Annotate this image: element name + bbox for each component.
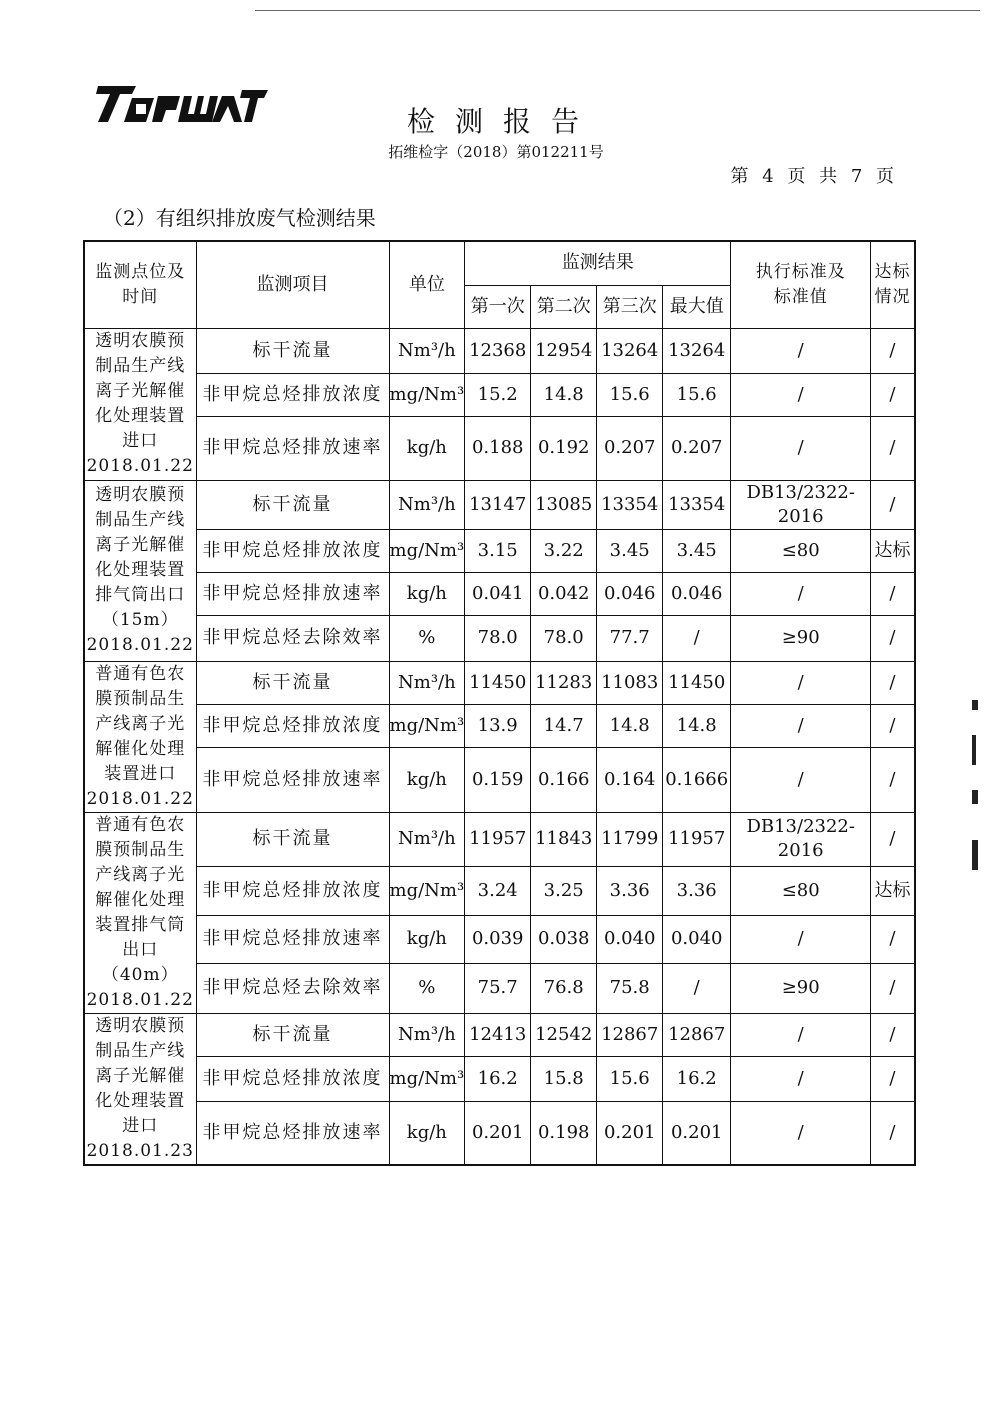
value-third: 13354: [597, 480, 663, 529]
item-cell: 非甲烷总烃排放速率: [196, 572, 389, 615]
unit-cell: kg/h: [389, 1101, 465, 1164]
standard-cell: /: [731, 915, 871, 963]
value-third: 3.45: [597, 529, 663, 572]
status-cell: /: [871, 963, 915, 1013]
status-cell: /: [871, 416, 915, 480]
status-cell: /: [871, 704, 915, 747]
scan-mark: [972, 790, 978, 804]
table-row: [84, 704, 915, 747]
unit-cell: Nm³/h: [389, 328, 465, 373]
value-third: 0.164: [597, 748, 663, 812]
header-unit: 单位: [389, 241, 465, 328]
unit-cell: Nm³/h: [389, 480, 465, 529]
unit-cell: %: [389, 615, 465, 661]
header-standard: 执行标准及 标准值: [731, 241, 871, 328]
table-row: [84, 1101, 915, 1164]
location-cell: 普通有色农 膜预制品生 产线离子光 解催化处理 装置进口 2018.01.22: [84, 661, 196, 812]
unit-cell: %: [389, 963, 465, 1013]
value-first: 0.159: [465, 748, 531, 812]
status-cell: 达标: [871, 529, 915, 572]
header-item: 监测项目: [196, 241, 389, 328]
value-max: 3.45: [663, 529, 731, 572]
status-cell: 达标: [871, 866, 915, 915]
value-third: 11083: [597, 661, 663, 704]
table-row: [84, 812, 915, 866]
item-cell: 非甲烷总烃排放浓度: [196, 1056, 389, 1101]
unit-cell: mg/Nm³: [389, 373, 465, 416]
section-title: （2）有组织排放废气检测结果: [103, 206, 376, 230]
item-cell: 标干流量: [196, 1013, 389, 1056]
value-first: 3.15: [465, 529, 531, 572]
emission-results-table: [83, 240, 916, 1166]
unit-cell: Nm³/h: [389, 661, 465, 704]
unit-cell: kg/h: [389, 416, 465, 480]
value-second: 15.8: [531, 1056, 597, 1101]
value-max: 0.1666: [663, 748, 731, 812]
header-results: 监测结果: [465, 241, 731, 285]
value-third: 13264: [597, 328, 663, 373]
report-title: 检测报告: [406, 105, 599, 138]
standard-cell: /: [731, 1101, 871, 1164]
value-first: 78.0: [465, 615, 531, 661]
value-first: 16.2: [465, 1056, 531, 1101]
standard-cell: ≤80: [731, 866, 871, 915]
table-row: [84, 480, 915, 529]
value-second: 11843: [531, 812, 597, 866]
value-first: 11957: [465, 812, 531, 866]
header-status: 达标 情况: [871, 241, 915, 328]
value-max: 11957: [663, 812, 731, 866]
value-third: 0.207: [597, 416, 663, 480]
standard-cell: /: [731, 661, 871, 704]
status-cell: /: [871, 615, 915, 661]
value-max: 15.6: [663, 373, 731, 416]
header-third: 第三次: [597, 285, 663, 328]
standard-cell: /: [731, 416, 871, 480]
value-third: 11799: [597, 812, 663, 866]
table-row: [84, 572, 915, 615]
value-max: 0.040: [663, 915, 731, 963]
item-cell: 标干流量: [196, 480, 389, 529]
item-cell: 非甲烷总烃排放速率: [196, 748, 389, 812]
status-cell: /: [871, 1056, 915, 1101]
unit-cell: mg/Nm³: [389, 529, 465, 572]
value-max: /: [663, 963, 731, 1013]
value-second: 0.042: [531, 572, 597, 615]
item-cell: 非甲烷总烃排放速率: [196, 416, 389, 480]
item-cell: 非甲烷总烃排放浓度: [196, 529, 389, 572]
value-second: 0.192: [531, 416, 597, 480]
standard-cell: ≤80: [731, 529, 871, 572]
value-max: 12867: [663, 1013, 731, 1056]
page-indicator: 第 4 页 共 7 页: [730, 166, 898, 187]
table-row: [84, 661, 915, 704]
value-third: 3.36: [597, 866, 663, 915]
status-cell: /: [871, 915, 915, 963]
value-third: 12867: [597, 1013, 663, 1056]
status-cell: /: [871, 373, 915, 416]
unit-cell: kg/h: [389, 572, 465, 615]
location-cell: 普通有色农 膜预制品生 产线离子光 解催化处理 装置排气筒 出口（40m） 2018.01.22: [84, 812, 196, 1013]
scan-mark: [972, 840, 978, 870]
unit-cell: Nm³/h: [389, 812, 465, 866]
value-third: 0.046: [597, 572, 663, 615]
value-second: 13085: [531, 480, 597, 529]
header-max: 最大值: [663, 285, 731, 328]
item-cell: 标干流量: [196, 328, 389, 373]
value-third: 15.6: [597, 1056, 663, 1101]
value-second: 0.198: [531, 1101, 597, 1164]
header-second: 第二次: [531, 285, 597, 328]
standard-cell: /: [731, 1056, 871, 1101]
value-second: 76.8: [531, 963, 597, 1013]
unit-cell: kg/h: [389, 915, 465, 963]
standard-cell: /: [731, 373, 871, 416]
standard-cell: DB13/2322-2016: [731, 480, 871, 529]
table-row: [84, 328, 915, 373]
item-cell: 非甲烷总烃排放速率: [196, 915, 389, 963]
value-second: 0.038: [531, 915, 597, 963]
value-max: 16.2: [663, 1056, 731, 1101]
status-cell: /: [871, 661, 915, 704]
standard-cell: /: [731, 1013, 871, 1056]
value-second: 11283: [531, 661, 597, 704]
standard-cell: DB13/2322-2016: [731, 812, 871, 866]
standard-cell: /: [731, 748, 871, 812]
value-third: 15.6: [597, 373, 663, 416]
table-row: [84, 373, 915, 416]
value-first: 3.24: [465, 866, 531, 915]
item-cell: 非甲烷总烃排放速率: [196, 1101, 389, 1164]
value-first: 12413: [465, 1013, 531, 1056]
table-row: [84, 1056, 915, 1101]
scan-mark: [972, 700, 978, 710]
value-third: 0.040: [597, 915, 663, 963]
table-row: [84, 1013, 915, 1056]
value-second: 12954: [531, 328, 597, 373]
value-first: 13147: [465, 480, 531, 529]
item-cell: 非甲烷总烃排放浓度: [196, 373, 389, 416]
value-max: 0.046: [663, 572, 731, 615]
item-cell: 非甲烷总烃去除效率: [196, 963, 389, 1013]
header-first: 第一次: [465, 285, 531, 328]
value-second: 0.166: [531, 748, 597, 812]
value-first: 15.2: [465, 373, 531, 416]
table-row: [84, 615, 915, 661]
item-cell: 标干流量: [196, 661, 389, 704]
value-third: 0.201: [597, 1101, 663, 1164]
top-rule: [255, 10, 980, 11]
value-third: 75.8: [597, 963, 663, 1013]
standard-cell: /: [731, 704, 871, 747]
status-cell: /: [871, 480, 915, 529]
unit-cell: Nm³/h: [389, 1013, 465, 1056]
value-second: 3.22: [531, 529, 597, 572]
value-max: 0.207: [663, 416, 731, 480]
report-number: 拓维检字（2018）第012211号: [388, 143, 604, 161]
value-first: 0.201: [465, 1101, 531, 1164]
value-first: 13.9: [465, 704, 531, 747]
value-third: 14.8: [597, 704, 663, 747]
value-first: 12368: [465, 328, 531, 373]
location-cell: 透明农膜预 制品生产线 离子光解催 化处理装置 排气筒出口 （15m） 2018.01.22: [84, 480, 196, 661]
value-second: 3.25: [531, 866, 597, 915]
unit-cell: kg/h: [389, 748, 465, 812]
item-cell: 非甲烷总烃去除效率: [196, 615, 389, 661]
table-row: [84, 529, 915, 572]
item-cell: 非甲烷总烃排放浓度: [196, 704, 389, 747]
scan-mark: [972, 735, 976, 765]
status-cell: /: [871, 1013, 915, 1056]
value-second: 14.8: [531, 373, 597, 416]
value-second: 78.0: [531, 615, 597, 661]
unit-cell: mg/Nm³: [389, 1056, 465, 1101]
status-cell: /: [871, 748, 915, 812]
table-row: [84, 915, 915, 963]
unit-cell: mg/Nm³: [389, 866, 465, 915]
table-row: [84, 416, 915, 480]
value-second: 12542: [531, 1013, 597, 1056]
standard-cell: /: [731, 328, 871, 373]
status-cell: /: [871, 812, 915, 866]
location-cell: 透明农膜预 制品生产线 离子光解催 化处理装置 进口 2018.01.23: [84, 1013, 196, 1165]
value-first: 75.7: [465, 963, 531, 1013]
value-first: 11450: [465, 661, 531, 704]
status-cell: /: [871, 572, 915, 615]
value-max: 3.36: [663, 866, 731, 915]
value-first: 0.041: [465, 572, 531, 615]
unit-cell: mg/Nm³: [389, 704, 465, 747]
value-second: 14.7: [531, 704, 597, 747]
value-first: 0.039: [465, 915, 531, 963]
value-max: 11450: [663, 661, 731, 704]
status-cell: /: [871, 328, 915, 373]
value-max: /: [663, 615, 731, 661]
status-cell: /: [871, 1101, 915, 1164]
item-cell: 标干流量: [196, 812, 389, 866]
table-row: [84, 866, 915, 915]
table-row: [84, 748, 915, 812]
standard-cell: ≥90: [731, 615, 871, 661]
standard-cell: ≥90: [731, 963, 871, 1013]
value-max: 0.201: [663, 1101, 731, 1164]
header-location: 监测点位及 时间: [84, 241, 196, 328]
standard-cell: /: [731, 572, 871, 615]
value-max: 13264: [663, 328, 731, 373]
location-cell: 透明农膜预 制品生产线 离子光解催 化处理装置 进口 2018.01.22: [84, 328, 196, 480]
value-first: 0.188: [465, 416, 531, 480]
value-third: 77.7: [597, 615, 663, 661]
value-max: 13354: [663, 480, 731, 529]
item-cell: 非甲烷总烃排放浓度: [196, 866, 389, 915]
table-row: [84, 963, 915, 1013]
value-max: 14.8: [663, 704, 731, 747]
